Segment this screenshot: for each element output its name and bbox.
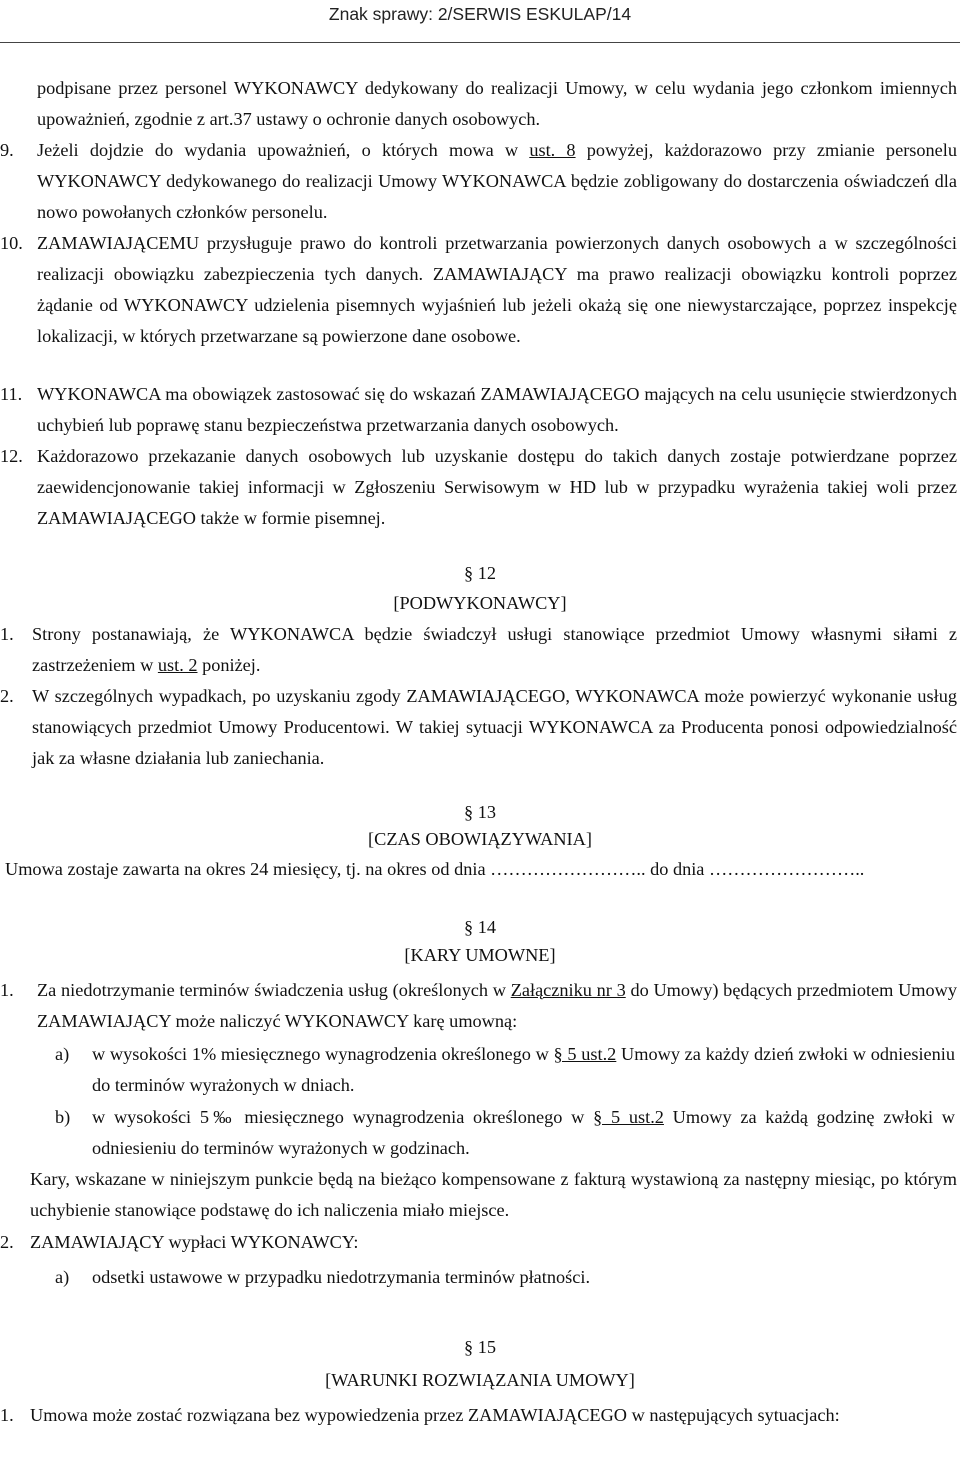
zalacznik-3-link[interactable]: Załączniku nr 3: [510, 980, 626, 1000]
section-15-number: § 15: [464, 1337, 496, 1357]
section-14-title: [KARY UMOWNE]: [404, 945, 556, 965]
list-item-9: [0, 135, 960, 228]
text-part: w wysokości 5‰ miesięcznego wynagrodzenia określonego w: [92, 1107, 594, 1127]
subitem-text: odsetki ustawowe w przypadku niedotrzymania terminów płatności.: [92, 1267, 591, 1287]
text-part: Za niedotrzymanie terminów świadczenia usług (określonych w: [37, 980, 511, 1000]
section-13-number: § 13: [464, 802, 496, 822]
section-15-title: [WARUNKI ROZWIĄZANIA UMOWY]: [325, 1370, 635, 1390]
section-12-title: [PODWYKONAWCY]: [393, 593, 567, 613]
text-part: w wysokości 1% miesięcznego wynagrodzenia określonego w: [92, 1044, 554, 1064]
section-13-text: Umowa zostaje zawarta na okres 24 miesięcy, tj. na okres od dnia …………………….. do dnia ……………………..: [5, 859, 865, 879]
s14-subitem-c: [55, 1262, 955, 1293]
item-text: Każdorazowo przekazanie danych osobowych lub uzyskanie dostępu do takich danych zostaje potwierdzane poprzez zaewidencjonowanie takiej informacji w Zgłoszeniu Serwisowym w HD lub w przypadku wyrażenia takiej woli przez ZAMAWIAJĄCEGO także w formie pisemnej.: [37, 446, 957, 528]
item-number: 1.: [0, 980, 14, 1000]
text-part: Jeżeli dojdzie do wydania upoważnień, o których mowa w: [37, 140, 530, 160]
section-12-number: § 12: [464, 563, 496, 583]
item-text: [37, 975, 957, 1037]
item-text: W szczególnych wypadkach, po uzyskaniu zgody ZAMAWIAJĄCEGO, WYKONAWCA może powierzyć wykonanie usług stanowiących przedmiot Umowy Producentowi. W takiej sytuacji WYKONAWCA za Producenta ponosi odpowiedzialność jak za własne działania lub zaniechania.: [32, 686, 957, 768]
subitem-letter: a): [55, 1267, 70, 1287]
s14-item-1: [0, 975, 960, 1037]
item-text: ZAMAWIAJĄCEMU przysługuje prawo do kontroli przetwarzania powierzonych danych osobowych a w szczególności realizacji obowiązku zabezpieczenia tych danych. ZAMAWIAJĄCY ma prawo realizacji obowiązku kontroli poprzez żądanie od WYKONAWCY udzielenia pisemnych wyjaśnień lub jeżeli okażą się one niewystarczające, poprzez inspekcję lokalizacji, w których przetwarzane są powierzone dane osobowe.: [37, 233, 957, 346]
s12-item-1: [0, 619, 960, 681]
text-part: Umowy za każdą godzinę zwłoki w odniesieniu do terminów wyrażonych w godzinach.: [92, 1107, 956, 1158]
section-13-title: [CZAS OBOWIĄZYWANIA]: [368, 829, 592, 849]
item-number: 2.: [0, 1232, 14, 1252]
text-part: Strony postanawiają, że WYKONAWCA będzie świadczył usługi stanowiące przedmiot Umowy własnymi siłami z zastrzeżeniem w: [32, 624, 957, 675]
subitem-text: [92, 1039, 955, 1101]
item-number: 9.: [0, 140, 14, 160]
item-number: 1.: [0, 1405, 14, 1425]
item-number: 1.: [0, 624, 14, 644]
item-number: 11.: [0, 384, 23, 404]
list-item-12: [0, 441, 960, 534]
item-text: [37, 135, 957, 228]
s15-item-1: [0, 1400, 960, 1431]
document-header: Znak sprawy: 2/SERWIS ESKULAP/14: [328, 4, 632, 24]
header-rule: [0, 42, 960, 43]
ust-8-link[interactable]: ust. 8: [529, 140, 576, 160]
subitem-letter: b): [55, 1107, 71, 1127]
item-text: ZAMAWIAJĄCY wypłaci WYKONAWCY:: [30, 1232, 359, 1252]
text-part: do Umowy) będących przedmiotem Umowy ZAMAWIAJĄCY może naliczyć WYKONAWCY karę umowną:: [37, 980, 957, 1031]
item-number: 2.: [0, 686, 14, 706]
s14-subitem-a: [55, 1039, 955, 1101]
list-item-10: [0, 228, 960, 352]
item-number: 12.: [0, 446, 23, 466]
item-text: [32, 619, 957, 681]
paragraph-8-continuation: podpisane przez personel WYKONAWCY dedykowany do realizacji Umowy, w celu wydania jego członkom imiennych upoważnień, zgodnie z art.37 ustawy o ochronie danych osobowych.: [37, 78, 957, 129]
s14-item-2: [0, 1227, 960, 1258]
item-text: WYKONAWCA ma obowiązek zastosować się do wskazań ZAMAWIAJĄCEGO mających na celu usunięcie stwierdzonych uchybień lub poprawę stanu bezpieczeństwa przetwarzania danych osobowych.: [37, 384, 957, 435]
par-5-ust-2-link[interactable]: § 5 ust.2: [553, 1044, 617, 1064]
item-number: 10.: [0, 233, 23, 253]
item-text: Umowa może zostać rozwiązana bez wypowiedzenia przez ZAMAWIAJĄCEGO w następujących sytuacjach:: [30, 1405, 840, 1425]
s14-subitem-b: [55, 1102, 955, 1164]
section-14-number: § 14: [464, 917, 496, 937]
subitem-letter: a): [55, 1044, 70, 1064]
subitem-text: [92, 1102, 955, 1164]
list-item-11: [0, 379, 960, 441]
ust-2-link[interactable]: ust. 2: [157, 655, 198, 675]
kary-paragraph: Kary, wskazane w niniejszym punkcie będą na bieżąco kompensowane z fakturą wystawioną za następny miesiąc, po którym uchybienie stanowiące podstawę do ich naliczenia miało miejsce.: [30, 1169, 957, 1220]
text-part: powyżej, każdorazowo przy zmianie personelu WYKONAWCY dedykowanego do realizacji Umowy WYKONAWCA będzie zobligowany do dostarczenia oświadczeń dla nowo powołanych członków personelu.: [37, 140, 958, 222]
s12-item-2: [0, 681, 960, 774]
text-part: Umowy za każdy dzień zwłoki w odniesieniu do terminów wyrażonych w dniach.: [92, 1044, 956, 1095]
par-5-ust-2-link[interactable]: § 5 ust.2: [593, 1107, 664, 1127]
text-part: poniżej.: [197, 655, 261, 675]
